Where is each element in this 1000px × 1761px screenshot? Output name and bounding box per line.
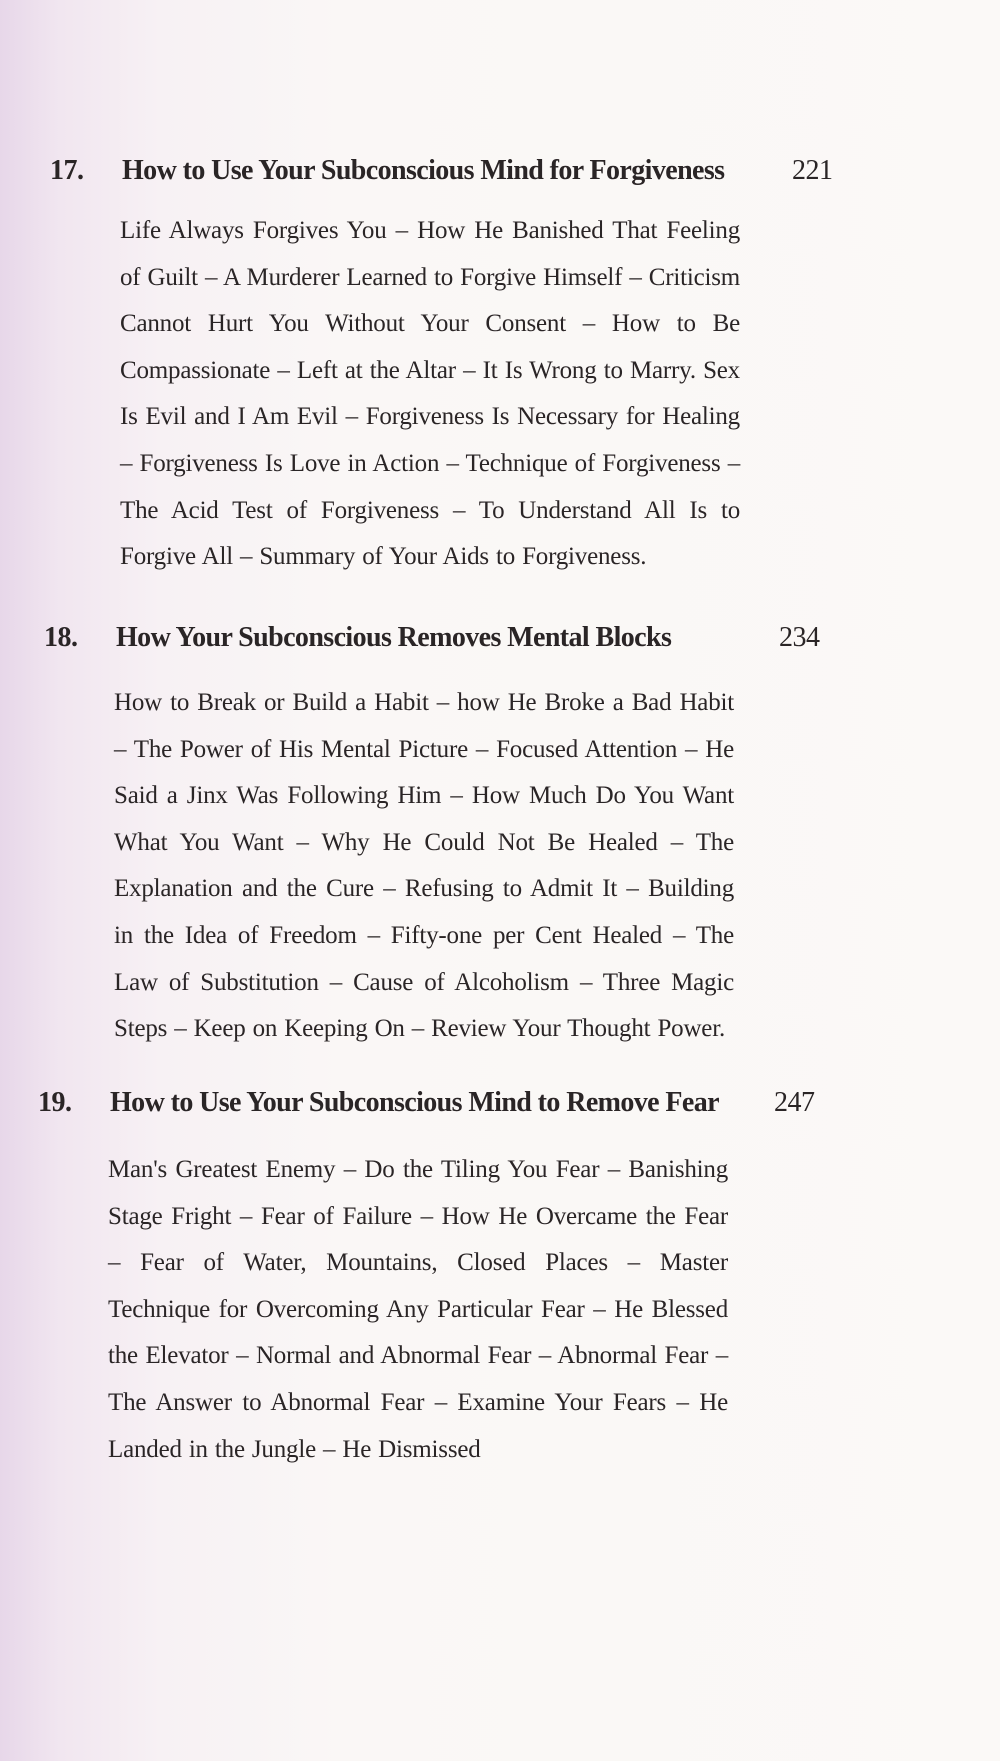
- chapter-summary: How to Break or Build a Habit – how He Broke a Bad Habit – The Power of His Mental Picture – Focused Attention – He Said a Jinx Was Following Him – How Much Do You Want What You Want – Why He Could Not Be Healed – The Explanation and the Cure – Refusing to Admit It – Building in the Idea of Freedom – Fifty-one per Cent Healed – The Law of Substitution – Cause of Alcoholism – Three Magic Steps – Keep on Keeping On – Review Your Thought Power.: [114, 689, 734, 1043]
- chapter-summary: Life Always Forgives You – How He Banished That Feeling of Guilt – A Murderer Learned to Forgive Himself – Criticism Cannot Hurt You Without Your Consent – How to Be Compassionate – Left at the Altar – It Is Wrong to Marry. Sex Is Evil and I Am Evil – Forgiveness Is Necessary for Healing – Forgiveness Is Love in Action – Technique of Forgiveness – The Acid Test of Forgiveness – To Understand All Is to Forgive All – Summary of Your Aids to Forgiveness.: [120, 217, 740, 571]
- chapter-number: 19.: [38, 1087, 72, 1118]
- chapter-19: [38, 1087, 918, 1463]
- chapter-page-number: 234: [779, 622, 820, 653]
- chapter-title: How to Use Your Subconscious Mind to Remove Fear: [110, 1087, 719, 1118]
- chapter-page-number: 221: [792, 155, 833, 186]
- chapter-number: 18.: [44, 622, 78, 653]
- chapter-17: [50, 155, 930, 571]
- chapter-number: 17.: [50, 155, 84, 186]
- chapter-summary: Man's Greatest Enemy – Do the Tiling You Fear – Banishing Stage Fright – Fear of Failure – How He Overcame the Fear – Fear of Water, Mountains, Closed Places – Master Technique for Overcoming Any Particular Fear – He Blessed the Elevator – Normal and Abnormal Fear – Abnormal Fear – The Answer to Abnormal Fear – Examine Your Fears – He Landed in the Jungle – He Dismissed: [108, 1156, 728, 1463]
- chapter-heading: [38, 1087, 918, 1131]
- chapter-title: How Your Subconscious Removes Mental Blocks: [116, 622, 672, 653]
- chapter-heading: [44, 622, 924, 666]
- chapter-page-number: 247: [774, 1087, 815, 1118]
- chapter-heading: [50, 155, 930, 199]
- chapter-title: How to Use Your Subconscious Mind for Forgiveness: [122, 155, 725, 186]
- chapter-18: [44, 622, 924, 1043]
